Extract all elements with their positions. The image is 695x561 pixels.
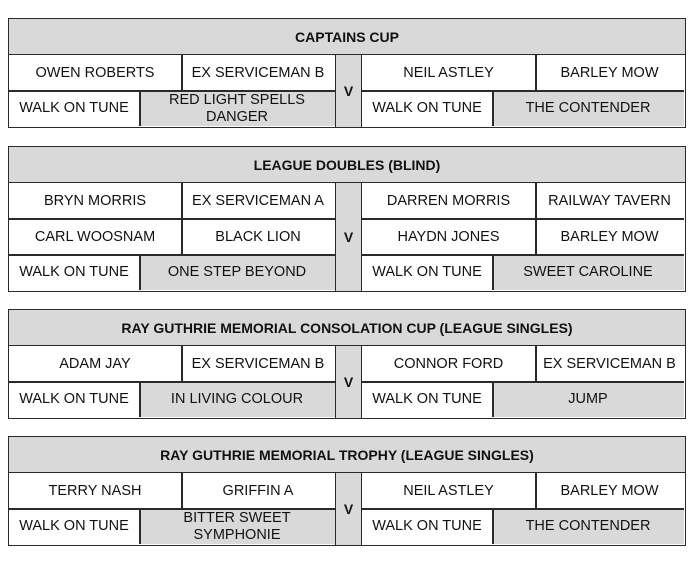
right-walk-on-tune: JUMP <box>492 382 684 417</box>
cell-divider <box>139 255 141 290</box>
versus-marker: V <box>335 183 362 291</box>
row-divider <box>362 90 684 92</box>
walk-on-label: WALK ON TUNE <box>362 91 492 126</box>
cell-divider <box>139 91 141 126</box>
versus-marker: V <box>335 346 362 418</box>
cell-divider <box>181 346 183 382</box>
right-player-team: BARLEY MOW <box>535 473 684 509</box>
row-divider <box>9 90 335 92</box>
left-walk-on-tune: ONE STEP BEYOND <box>139 255 335 290</box>
walk-on-label: WALK ON TUNE <box>362 509 492 544</box>
walk-on-label: WALK ON TUNE <box>362 255 492 290</box>
row-divider <box>9 254 335 256</box>
left-walk-on-tune: BITTER SWEET SYMPHONIE <box>139 509 335 544</box>
match-title: LEAGUE DOUBLES (BLIND) <box>8 146 686 183</box>
right-walk-on-tune: SWEET CAROLINE <box>492 255 684 290</box>
match-grid <box>8 345 686 419</box>
row-divider <box>9 218 335 220</box>
left-player-name: BRYN MORRIS <box>9 183 181 219</box>
row-divider <box>9 508 335 510</box>
row-divider <box>362 508 684 510</box>
right-player-team: RAILWAY TAVERN <box>535 183 684 219</box>
right-player-name: HAYDN JONES <box>362 219 535 255</box>
right-player-team: BARLEY MOW <box>535 219 684 255</box>
match-grid <box>8 472 686 546</box>
match-consolation-cup <box>8 309 686 419</box>
cell-divider <box>535 473 537 509</box>
cell-divider <box>492 91 494 126</box>
right-walk-on-tune: THE CONTENDER <box>492 91 684 126</box>
left-player-name: OWEN ROBERTS <box>9 55 181 91</box>
right-player-name: CONNOR FORD <box>362 346 535 382</box>
right-player-team: BARLEY MOW <box>535 55 684 91</box>
left-walk-on-tune: IN LIVING COLOUR <box>139 382 335 417</box>
cell-divider <box>492 509 494 544</box>
versus-marker: V <box>335 55 362 127</box>
match-league-doubles <box>8 146 686 292</box>
row-divider <box>9 381 335 383</box>
match-title: RAY GUTHRIE MEMORIAL TROPHY (LEAGUE SINGLES) <box>8 436 686 473</box>
right-player-name: NEIL ASTLEY <box>362 473 535 509</box>
left-player-team: EX SERVICEMAN B <box>181 346 335 382</box>
walk-on-label: WALK ON TUNE <box>362 382 492 417</box>
right-player-name: NEIL ASTLEY <box>362 55 535 91</box>
cell-divider <box>139 382 141 417</box>
match-title: CAPTAINS CUP <box>8 18 686 55</box>
match-grid <box>8 182 686 292</box>
left-player-name: ADAM JAY <box>9 346 181 382</box>
walk-on-label: WALK ON TUNE <box>9 382 139 417</box>
left-player-team: GRIFFIN A <box>181 473 335 509</box>
walk-on-label: WALK ON TUNE <box>9 91 139 126</box>
left-player-name: TERRY NASH <box>9 473 181 509</box>
walk-on-label: WALK ON TUNE <box>9 255 139 290</box>
match-title: RAY GUTHRIE MEMORIAL CONSOLATION CUP (LEAGUE SINGLES) <box>8 309 686 346</box>
right-walk-on-tune: THE CONTENDER <box>492 509 684 544</box>
row-divider <box>362 381 684 383</box>
cell-divider <box>139 509 141 544</box>
row-divider <box>362 254 684 256</box>
cell-divider <box>535 55 537 91</box>
walk-on-label: WALK ON TUNE <box>9 509 139 544</box>
cell-divider <box>492 255 494 290</box>
match-memorial-trophy <box>8 436 686 546</box>
left-player-team: EX SERVICEMAN B <box>181 55 335 91</box>
left-player-team: BLACK LION <box>181 219 335 255</box>
cell-divider <box>535 183 537 255</box>
left-player-name: CARL WOOSNAM <box>9 219 181 255</box>
match-captains-cup <box>8 18 686 128</box>
right-player-name: DARREN MORRIS <box>362 183 535 219</box>
cell-divider <box>492 382 494 417</box>
match-grid <box>8 54 686 128</box>
cell-divider <box>181 473 183 509</box>
left-player-team: EX SERVICEMAN A <box>181 183 335 219</box>
cell-divider <box>181 55 183 91</box>
row-divider <box>362 218 684 220</box>
versus-marker: V <box>335 473 362 545</box>
cell-divider <box>535 346 537 382</box>
right-player-team: EX SERVICEMAN B <box>535 346 684 382</box>
left-walk-on-tune: RED LIGHT SPELLS DANGER <box>139 91 335 126</box>
cell-divider <box>181 183 183 255</box>
